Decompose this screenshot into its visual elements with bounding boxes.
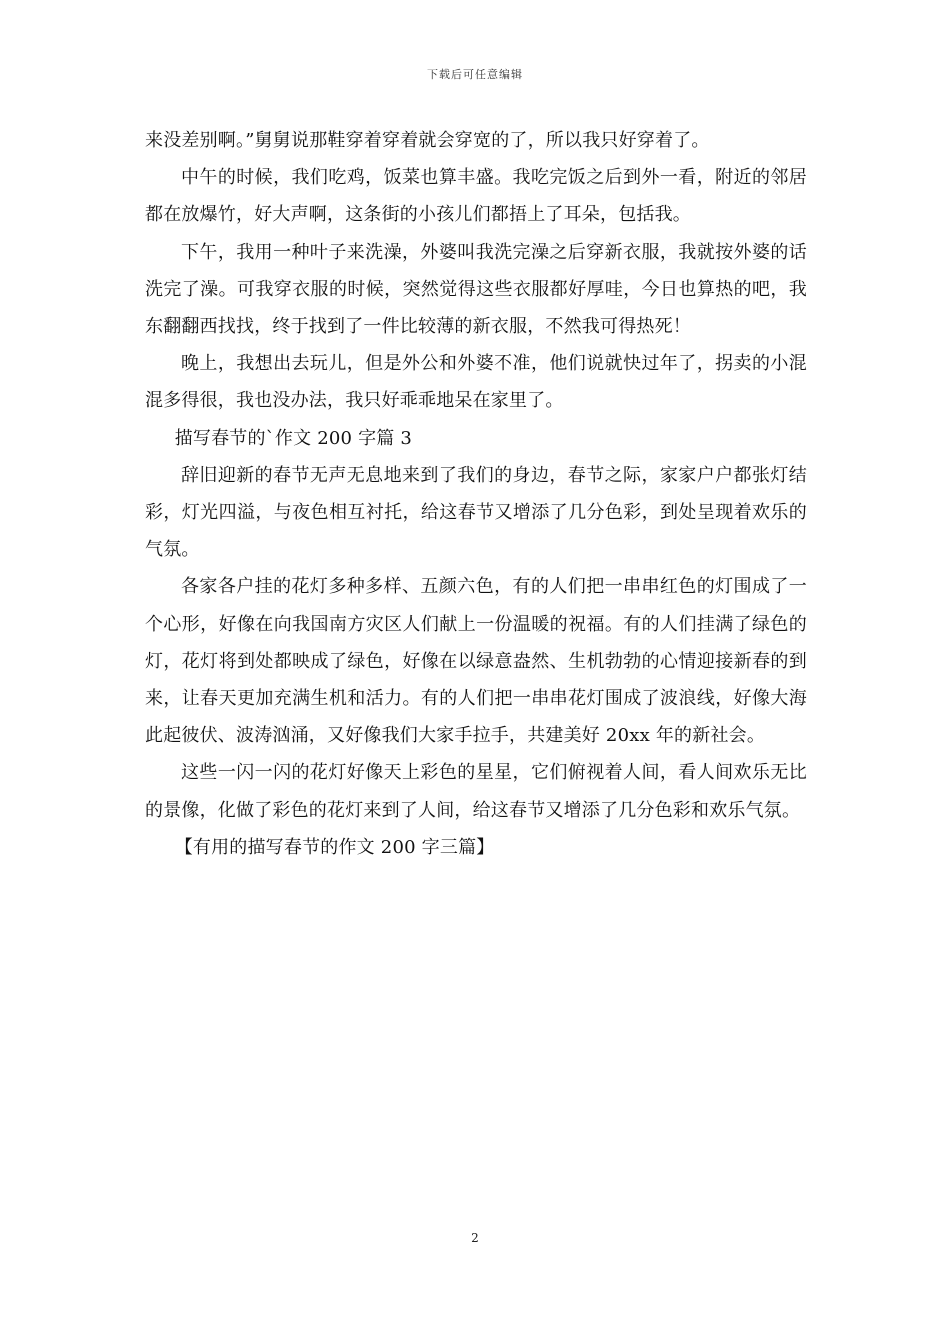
paragraph-afternoon: 下午，我用一种叶子来洗澡，外婆叫我洗完澡之后穿新衣服，我就按外婆的话洗完了澡。可我穿衣服的时候，突然觉得这些衣服都好厚哇，今日也算热的吧，我东翻翻西找找，终于找到了一件比较薄的新衣服，不然我可得热死！ — [145, 241, 807, 338]
paragraph-lanterns: 各家各户挂的花灯多种多样、五颜六色，有的人们把一串串红色的灯围成了一个心形，好像在向我国南方灾区人们献上一份温暖的祝福。有的人们挂满了绿色的灯，花灯将到处都映成了绿色，好像在以绿意盎然、生机勃勃的心情迎接新春的到来，让春天更加充满生机和活力。有的人们把一串串花灯围成了波浪线，好像大海此起彼伏、波涛汹涌，又好像我们大家手拉手，共建美好 20xx 年的新社会。 — [145, 576, 807, 747]
paragraph-intro: 辞旧迎新的春节无声无息地来到了我们的身边，春节之际，家家户户都张灯结彩，灯光四溢，与夜色相互衬托，给这春节又增添了几分色彩，到处呈现着欢乐的气氛。 — [145, 464, 807, 561]
document-body — [145, 122, 807, 866]
paragraph-continuation: 来没差别啊。”舅舅说那鞋穿着穿着就会穿宽的了，所以我只好穿着了。 — [145, 130, 710, 151]
page-number: 2 — [471, 1231, 479, 1245]
paragraph-stars: 这些一闪一闪的花灯好像天上彩色的星星，它们俯视着人间，看人间欢乐无比的景像，化做了彩色的花灯来到了人间，给这春节又增添了几分色彩和欢乐气氛。 — [145, 762, 807, 821]
page-header: 下载后可任意编辑 — [427, 68, 523, 81]
closing-title: 【有用的描写春节的作文 200 字三篇】 — [174, 836, 495, 858]
paragraph-evening: 晚上，我想出去玩儿，但是外公和外婆不准，他们说就快过年了，拐卖的小混混多得很，我也没办法，我只好乖乖地呆在家里了。 — [145, 353, 807, 412]
paragraph-noon: 中午的时候，我们吃鸡，饭菜也算丰盛。我吃完饭之后到外一看，附近的邻居都在放爆竹，好大声啊，这条街的小孩儿们都捂上了耳朵，包括我。 — [145, 167, 807, 226]
section-heading: 描写春节的`作文 200 字篇 3 — [174, 427, 413, 449]
